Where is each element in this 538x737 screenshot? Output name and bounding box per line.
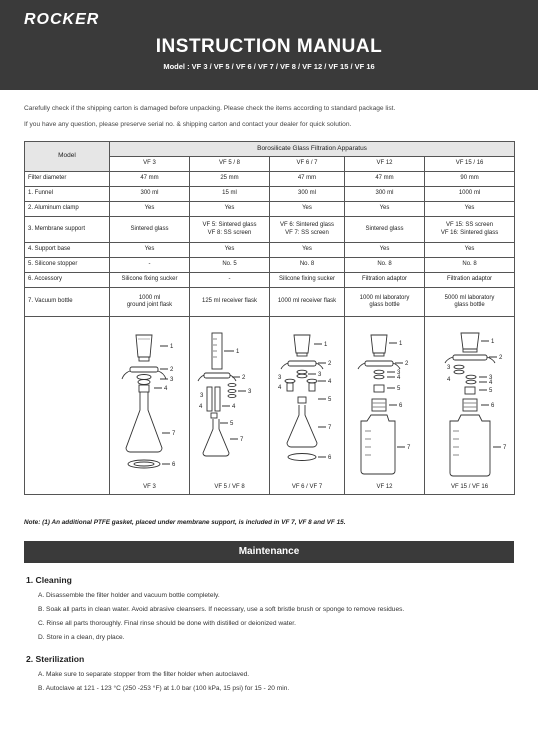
table-row (25, 288, 515, 317)
svg-text:5: 5 (489, 387, 493, 394)
cell: 47 mm (345, 172, 425, 187)
table-row (25, 273, 515, 288)
intro-text (24, 101, 524, 133)
svg-text:4: 4 (199, 403, 203, 410)
svg-text:1: 1 (398, 340, 402, 347)
svg-text:4: 4 (232, 403, 236, 410)
cell: Silicone fixing sucker (270, 273, 345, 288)
model-name: VF 12 (345, 157, 425, 172)
row-label: 4. Support base (25, 243, 110, 258)
cell: 1000 ml ground joint flask (110, 288, 190, 317)
svg-text:4: 4 (396, 374, 400, 381)
cell: Yes (425, 243, 515, 258)
svg-text:1: 1 (236, 348, 240, 355)
diagram-caption: VF 15 / VF 16 (451, 483, 489, 490)
svg-text:3: 3 (200, 392, 204, 399)
svg-text:3: 3 (278, 374, 282, 381)
cell: 5000 ml laboratory glass bottle (425, 288, 515, 317)
svg-text:6: 6 (172, 461, 176, 468)
cell: VF 5: Sintered glass VF 8: SS screen (190, 217, 270, 243)
group-header: Borosilicate Glass Filtration Apparatus (110, 142, 515, 157)
cell: Yes (345, 202, 425, 217)
diagram-vf12 (345, 317, 425, 495)
vf15-vf16-apparatus-illustration (427, 329, 513, 484)
row-label: 7. Vacuum bottle (25, 288, 110, 317)
svg-text:5: 5 (396, 385, 400, 392)
sterilization-step: A. Make sure to separate stopper from the filter holder when autoclaved. (38, 671, 250, 678)
cell: Silicone fixing sucker (110, 273, 190, 288)
cell: 15 ml (190, 187, 270, 202)
cell: Filtration adaptor (425, 273, 515, 288)
cell: Sintered glass (110, 217, 190, 243)
cell: 25 mm (190, 172, 270, 187)
row-label: 6. Accessory (25, 273, 110, 288)
diagram-row (25, 317, 515, 495)
svg-text:4: 4 (328, 378, 332, 385)
diagram-row-label (25, 317, 110, 495)
intro-line-2: If you have any question, please preserve serial no. & shipping carton and contact your dealer for quick solution. (24, 121, 352, 128)
svg-text:3: 3 (489, 374, 493, 381)
svg-text:2: 2 (170, 366, 174, 373)
svg-text:3: 3 (396, 369, 400, 376)
cell: No. 8 (345, 258, 425, 273)
svg-text:3: 3 (248, 388, 252, 395)
cell: Yes (345, 243, 425, 258)
cell: No. 8 (425, 258, 515, 273)
cell: Yes (270, 243, 345, 258)
cell: 300 ml (110, 187, 190, 202)
maintenance-banner: Maintenance (24, 541, 514, 563)
diagram-caption: VF 6 / VF 7 (291, 483, 323, 490)
cleaning-step: A. Disassemble the filter holder and vacuum bottle completely. (38, 592, 220, 599)
table-row (25, 258, 515, 273)
cell: 300 ml (345, 187, 425, 202)
svg-text:1: 1 (491, 338, 495, 345)
cell: No. 5 (190, 258, 270, 273)
cell: VF 6: Sintered glass VF 7: SS screen (270, 217, 345, 243)
cleaning-step: C. Rinse all parts thoroughly. Final rinse should be done with distilled or deionized water. (38, 620, 296, 627)
table-row (25, 187, 515, 202)
row-label: Filter diameter (25, 172, 110, 187)
footnote: Note: (1) An additional PTFE gasket, placed under membrane support, is included in VF 7, VF 8 and VF 15. (24, 519, 346, 526)
svg-text:1: 1 (324, 341, 328, 348)
diagram-vf6-vf7 (270, 317, 345, 495)
vf3-apparatus-illustration (112, 329, 188, 484)
svg-text:7: 7 (172, 430, 176, 437)
header-banner (0, 0, 538, 90)
svg-text:7: 7 (240, 436, 244, 443)
svg-text:1: 1 (170, 343, 174, 350)
cell: - (110, 258, 190, 273)
sterilization-step: B. Autoclave at 121 - 123 °C (250 -253 °F) at 1.0 bar (100 kPa, 15 psi) for 15 - 20 min. (38, 685, 290, 692)
cell: Yes (270, 202, 345, 217)
cell: Yes (190, 243, 270, 258)
cell: Sintered glass (345, 217, 425, 243)
diagram-caption: VF 12 (376, 483, 393, 490)
cell: Yes (110, 243, 190, 258)
vf6-vf7-apparatus-illustration (272, 329, 348, 484)
svg-text:5: 5 (328, 396, 332, 403)
cleaning-step: B. Soak all parts in clean water. Avoid abrasive cleansers. If necessary, use a soft bristle brush or sponge to remove residues. (38, 606, 405, 613)
diagram-vf5-vf8 (190, 317, 270, 495)
vf12-apparatus-illustration (349, 329, 421, 484)
svg-text:4: 4 (278, 384, 282, 391)
cleaning-heading: 1. Cleaning (26, 575, 72, 585)
row-label: 5. Silicone stopper (25, 258, 110, 273)
row-label: 3. Membrane support (25, 217, 110, 243)
row-label: 1. Funnel (25, 187, 110, 202)
svg-text:5: 5 (230, 420, 234, 427)
brand-logo: ROCKER (24, 11, 100, 28)
cell: 90 mm (425, 172, 515, 187)
svg-text:2: 2 (242, 374, 246, 381)
model-name: VF 15 / 16 (425, 157, 515, 172)
cleaning-step: D. Store in a clean, dry place. (38, 634, 125, 641)
svg-text:3: 3 (318, 371, 322, 378)
cell: 47 mm (110, 172, 190, 187)
cell: VF 15: SS screen VF 16: Sintered glass (425, 217, 515, 243)
diagram-caption: VF 3 (143, 483, 156, 490)
model-name: VF 5 / 8 (190, 157, 270, 172)
cell: Yes (190, 202, 270, 217)
diagram-vf15-vf16 (425, 317, 515, 495)
cell: 1000 ml (425, 187, 515, 202)
svg-text:3: 3 (170, 376, 174, 383)
cell: Filtration adaptor (345, 273, 425, 288)
model-header: Model (25, 142, 110, 172)
svg-text:6: 6 (328, 454, 332, 461)
cell: Yes (110, 202, 190, 217)
svg-text:4: 4 (489, 379, 493, 386)
svg-text:4: 4 (447, 376, 451, 383)
cell: 47 mm (270, 172, 345, 187)
table-row (25, 243, 515, 258)
svg-text:3: 3 (447, 364, 451, 371)
intro-line-1: Carefully check if the shipping carton is damaged before unpacking. Please check the items according to standard package list. (24, 105, 396, 112)
svg-text:7: 7 (406, 444, 410, 451)
vf5-vf8-apparatus-illustration (192, 329, 268, 484)
cell: Yes (425, 202, 515, 217)
cell: 125 ml receiver flask (190, 288, 270, 317)
page-title: INSTRUCTION MANUAL (155, 36, 383, 57)
svg-text:7: 7 (328, 424, 332, 431)
cell: No. 8 (270, 258, 345, 273)
cell: 1000 ml laboratory glass bottle (345, 288, 425, 317)
diagram-vf3 (110, 317, 190, 495)
svg-text:6: 6 (398, 402, 402, 409)
svg-text:7: 7 (503, 444, 507, 451)
svg-text:2: 2 (328, 360, 332, 367)
model-list: Model : VF 3 / VF 5 / VF 6 / VF 7 / VF 8 / VF 12 / VF 15 / VF 16 (163, 62, 375, 71)
spec-table (24, 141, 515, 495)
table-row (25, 202, 515, 217)
cell: 300 ml (270, 187, 345, 202)
cell: 1000 ml receiver flask (270, 288, 345, 317)
svg-text:2: 2 (404, 360, 408, 367)
row-label: 2. Aluminum clamp (25, 202, 110, 217)
cell: - (190, 273, 270, 288)
svg-text:4: 4 (164, 385, 168, 392)
svg-text:6: 6 (491, 402, 495, 409)
diagram-caption: VF 5 / VF 8 (214, 483, 245, 490)
sterilization-heading: 2. Sterilization (26, 654, 85, 664)
model-name: VF 6 / 7 (270, 157, 345, 172)
model-name: VF 3 (110, 157, 190, 172)
svg-text:2: 2 (499, 354, 503, 361)
table-row (25, 172, 515, 187)
table-row (25, 217, 515, 243)
